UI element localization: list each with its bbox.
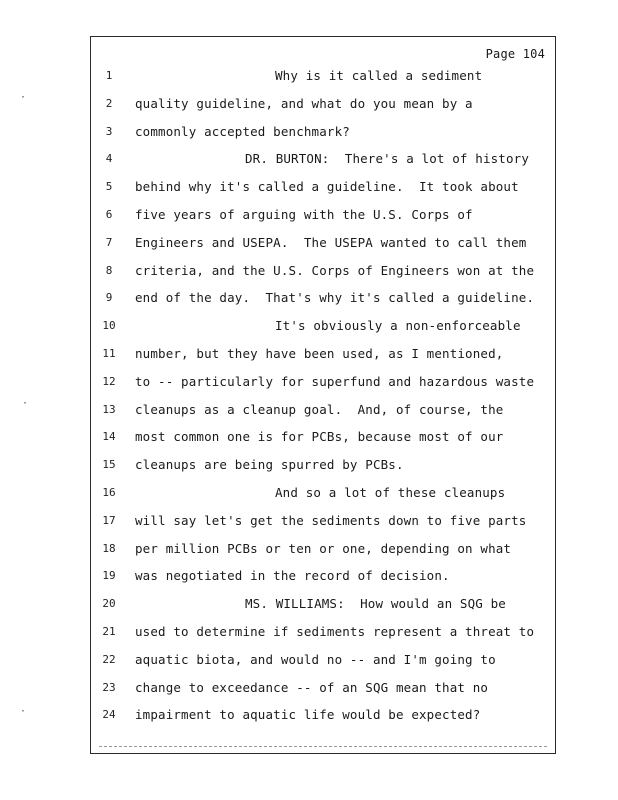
line-text: five years of arguing with the U.S. Corps of <box>135 207 473 222</box>
transcript-line <box>91 150 555 170</box>
line-number: 5 <box>105 180 113 194</box>
transcript-line <box>91 706 555 726</box>
line-number: 10 <box>102 319 116 333</box>
line-text: number, but they have been used, as I mentioned, <box>135 346 504 361</box>
transcript-line <box>91 345 555 365</box>
scan-speck: · <box>20 92 27 103</box>
line-text: to -- particularly for superfund and hazardous waste <box>135 373 535 389</box>
transcript-line <box>91 234 555 254</box>
transcript-line <box>91 512 555 532</box>
line-text: most common one is for PCBs, because most of our <box>135 429 504 445</box>
line-text: will say let's get the sediments down to five parts <box>135 512 527 528</box>
line-number: 13 <box>102 402 116 416</box>
transcript-line <box>91 178 555 198</box>
scan-speck: · <box>22 398 29 409</box>
transcript-line <box>91 317 555 337</box>
line-text: cleanups are being spurred by PCBs. <box>135 457 404 473</box>
line-number: 24 <box>102 708 116 722</box>
line-text: commonly accepted benchmark? <box>135 123 350 139</box>
line-text: DR. BURTON: There's a lot of history <box>245 151 529 167</box>
line-number: 2 <box>105 96 113 110</box>
line-number: 16 <box>102 486 116 499</box>
transcript-line <box>91 540 555 560</box>
line-number: 8 <box>105 263 113 277</box>
scan-noise-line <box>99 744 547 747</box>
line-number: 17 <box>102 513 116 527</box>
transcript-line <box>91 456 555 476</box>
line-text: criteria, and the U.S. Corps of Engineers won at the <box>135 262 535 278</box>
transcript-line <box>91 484 555 504</box>
transcript-line <box>91 95 555 115</box>
transcript-line <box>91 651 555 671</box>
line-text: change to exceedance -- of an SQG mean that no <box>135 679 489 695</box>
line-number: 9 <box>105 291 113 305</box>
line-text: end of the day. That's why it's called a guideline. <box>135 290 535 306</box>
transcript-page <box>90 36 556 754</box>
line-number: 15 <box>102 458 116 472</box>
line-number: 20 <box>102 597 116 611</box>
transcript-line <box>91 595 555 615</box>
transcript-line <box>91 123 555 143</box>
line-number: 6 <box>105 208 113 221</box>
line-number: 22 <box>102 652 116 666</box>
line-text: impairment to aquatic life would be expected? <box>135 707 481 723</box>
line-number: 3 <box>105 124 113 138</box>
transcript-line <box>91 262 555 282</box>
line-number: 12 <box>102 374 116 388</box>
line-text: Engineers and USEPA. The USEPA wanted to call them <box>135 234 527 250</box>
line-number: 23 <box>102 680 116 694</box>
transcript-line <box>91 567 555 587</box>
line-text: per million PCBs or ten or one, depending on what <box>135 540 512 556</box>
transcript-line <box>91 623 555 643</box>
line-text: Why is it called a sediment <box>275 68 483 83</box>
line-number: 19 <box>102 569 116 583</box>
transcript-line <box>91 679 555 699</box>
line-text: used to determine if sediments represent a threat to <box>135 624 535 639</box>
transcript-line <box>91 206 555 226</box>
line-number: 21 <box>102 625 116 638</box>
page-number: Page 104 <box>485 47 545 61</box>
transcript-line <box>91 67 555 87</box>
line-number: 11 <box>102 347 116 360</box>
transcript-line <box>91 373 555 393</box>
transcript-line <box>91 401 555 421</box>
line-text: quality guideline, and what do you mean by a <box>135 95 473 111</box>
line-number: 1 <box>105 69 113 82</box>
line-text: And so a lot of these cleanups <box>275 485 506 500</box>
line-number: 18 <box>102 541 116 555</box>
line-text: aquatic biota, and would no -- and I'm going to <box>135 651 496 667</box>
line-text: behind why it's called a guideline. It took about <box>135 179 519 195</box>
scan-speck: · <box>20 706 27 717</box>
line-text: cleanups as a cleanup goal. And, of course, the <box>135 401 504 417</box>
line-text: MS. WILLIAMS: How would an SQG be <box>245 596 506 612</box>
line-number: 7 <box>105 235 113 249</box>
line-number: 4 <box>105 152 113 166</box>
transcript-line <box>91 428 555 448</box>
line-text: It's obviously a non-enforceable <box>275 318 521 334</box>
line-text: was negotiated in the record of decision. <box>135 568 450 584</box>
line-number: 14 <box>102 430 116 444</box>
transcript-line <box>91 289 555 309</box>
